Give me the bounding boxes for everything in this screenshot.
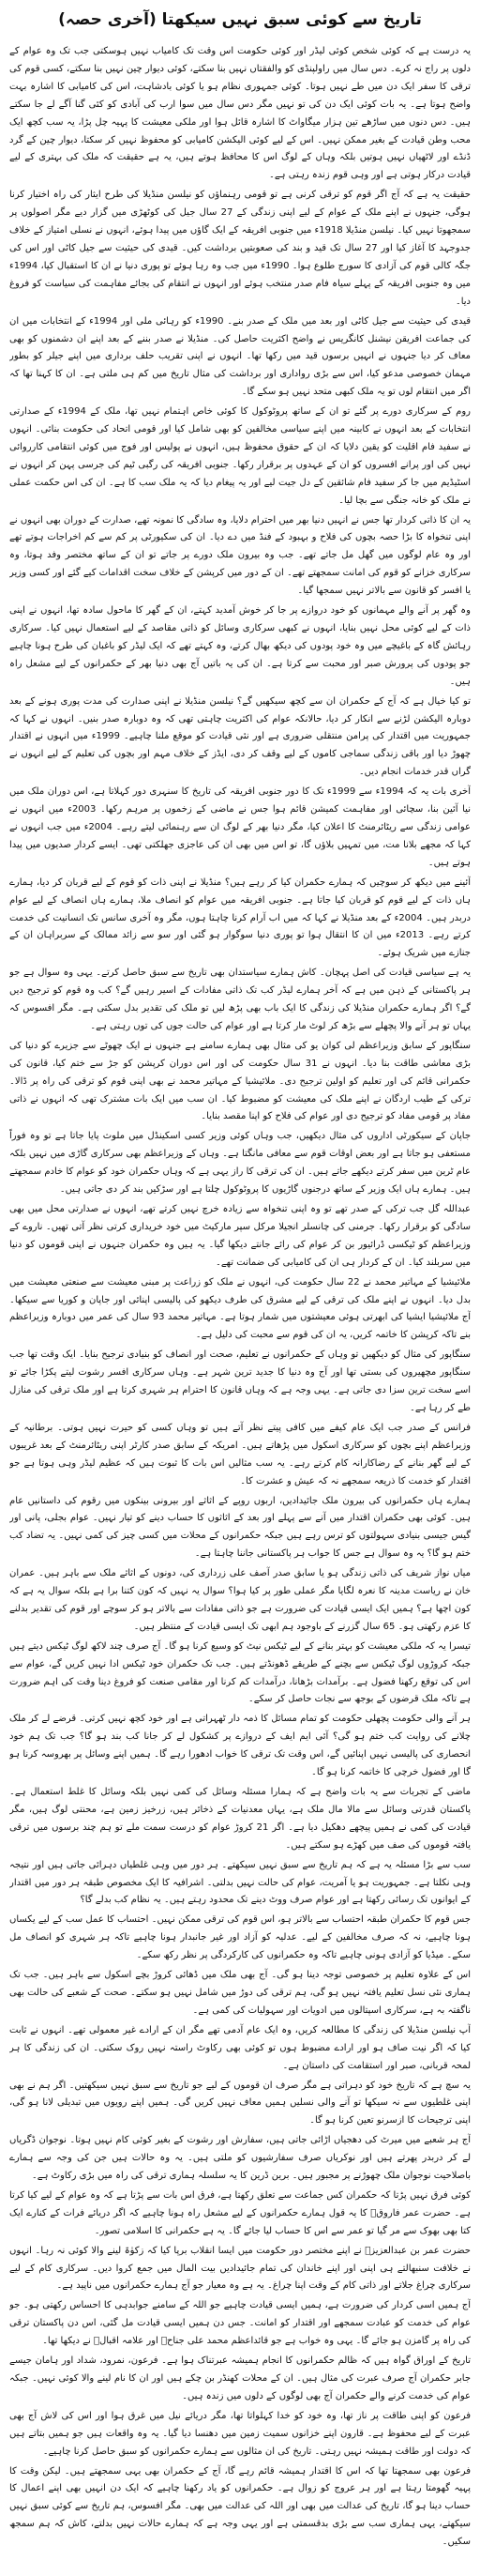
article-paragraph: ملائیشیا کے مہاتیر محمد نے 22 سال حکومت کی، انہوں نے ملک کو زراعت پر مبنی معیشت سے صنعتی معیشت میں بدل دیا۔ انہوں نے اپنے ملک کی ترقی کے لیے مشرق کی طرف دیکھو کی پالیسی اپنائی اور جاپان و کوریا سے سیکھا۔ آج ملائیشیا ایشیا کی ابھرتی ہوئی معیشتوں میں شمار ہوتا ہے۔ مہاتیر محمد 93 سال کی عمر میں دوبارہ وزیراعظم بنے تاکہ کرپشن کا خاتمہ کریں، یہ ان کی قوم سے محبت کی دلیل ہے۔ bbox=[9, 1276, 471, 1341]
article-paragraph: یہ ان کا ذاتی کردار تھا جس نے انہیں دنیا بھر میں احترام دلایا، وہ سادگی کا نمونہ تھے، صدارت کے دوران بھی انہوں نے اپنی تنخواہ کا بڑا حصہ بچوں کی فلاح و بہبود کے فنڈ میں دے دیا۔ ان کی سکیورٹی پر کم سے کم اخراجات ہوتے تھے اور وہ عام لوگوں میں گھل مل جاتے تھے۔ جب وہ بیرون ملک دورے پر جاتے تو ان کے ساتھ مختصر وفد ہوتا، وہ سرکاری خزانے کو قوم کی امانت سمجھتے تھے۔ ان کے دور میں کرپشن کے خلاف سخت اقدامات کیے گئے اور کسی وزیر یا افسر کو قانون سے بالاتر نہیں سمجھا گیا۔ bbox=[9, 514, 471, 597]
article-paragraph: فرعون بھی سمجھتا تھا کہ اس کا اقتدار ہمیشہ قائم رہے گا، آج کے حکمران بھی یہی سمجھتے ہیں۔ لیکن وقت کا پہیہ گھومتا رہتا ہے اور ہر عروج کو زوال ہے۔ حکمرانوں کو یاد رکھنا چاہیے کہ ایک دن انہیں بھی اپنے اعمال کا حساب دینا ہو گا، تاریخ کی عدالت میں بھی اور اللہ کی عدالت میں بھی۔ مگر افسوس، ہم تاریخ سے کوئی سبق نہیں سیکھتے، یہی ہماری سب سے بڑی بدقسمتی ہے اور یہی وجہ ہے کہ ہمارے حالات نہیں بدلتے، کاش کہ ہم سمجھ سکیں۔ bbox=[9, 2465, 471, 2548]
article-paragraph: حضرت عمر بن عبدالعزیزؒ نے اپنے مختصر دور حکومت میں ایسا انقلاب برپا کیا کہ زکوٰۃ لینے والا کوئی نہ رہا۔ انہوں نے خلافت سنبھالتے ہی اپنی اور اپنے خاندان کی تمام جائیدادیں بیت المال میں جمع کروا دیں۔ سرکاری کام کے لیے سرکاری چراغ جلاتے اور ذاتی کام کے وقت اپنا چراغ۔ یہ ہے وہ معیار جو آج ہمارے حکمرانوں میں ناپید ہے۔ bbox=[9, 2245, 471, 2292]
article-paragraph: آپ نیلسن منڈیلا کی زندگی کا مطالعہ کریں، وہ ایک عام آدمی تھے مگر ان کے ارادے غیر معمولی تھے۔ انہوں نے ثابت کیا کہ اگر نیت صاف ہو اور ارادے مضبوط ہوں تو کوئی بھی رکاوٹ راستہ نہیں روک سکتی۔ ان کی زندگی کا ہر لمحہ قربانی، صبر اور استقامت کی داستان ہے۔ bbox=[9, 2024, 471, 2071]
article-paragraph: آخری بات یہ کہ 1994ء سے 1999ء تک کا دور جنوبی افریقہ کی تاریخ کا سنہری دور کہلاتا ہے، اس دوران ملک میں نیا آئین بنا، سچائی اور مفاہمت کمیشن قائم ہوا جس نے ماضی کے زخموں پر مرہم رکھا۔ 2003ء میں انہوں نے عوامی زندگی سے ریٹائرمنٹ کا اعلان کیا، مگر دنیا بھر کے لوگ ان سے رہنمائی لیتے رہے۔ 2004ء میں جب انہوں نے کہا کہ مجھے بلانا مت، میں تمہیں بلاؤں گا، تو اس میں بھی ان کی عاجزی جھلکتی تھی۔ ایسے کردار صدیوں میں پیدا ہوتے ہیں۔ bbox=[9, 786, 471, 868]
article-paragraph: وہ گھر پر آنے والے مہمانوں کو خود دروازے پر جا کر خوش آمدید کہتے، ان کے گھر کا ماحول سادہ تھا، انہوں نے اپنی ذات کے لیے کوئی محل نہیں بنایا، انہوں نے کبھی سرکاری وسائل کو ذاتی مقاصد کے لیے استعمال نہیں کیا۔ سرکاری رہائش گاہ کے باغیچے میں وہ خود پودوں کی دیکھ بھال کرتے، وہ کہتے تھے کہ ایک لیڈر کو باغبان کی طرح ہونا چاہیے جو پودوں کی پرورش صبر اور محبت سے کرتا ہے۔ ان کی یہ باتیں آج بھی دنیا بھر کے حکمرانوں کے لیے مشعل راہ ہیں۔ bbox=[9, 605, 471, 687]
article-paragraph: آج ہمیں اسی کردار کی ضرورت ہے، ہمیں ایسی قیادت چاہیے جو اللہ کے سامنے جوابدہی کا احساس رکھتی ہو۔ جو عوام کی خدمت کو عبادت سمجھے اور اقتدار کو امانت۔ جس دن ہمیں ایسی قیادت مل گئی، اس دن پاکستان ترقی کی راہ پر گامزن ہو جائے گا۔ یہی وہ خواب ہے جو قائداعظم محمد علی جناحؒ اور علامہ اقبالؒ نے دیکھا تھا۔ bbox=[9, 2300, 471, 2347]
article-paragraph: اس کے علاوہ تعلیم پر خصوصی توجہ دینا ہو گی۔ آج بھی ملک میں ڈھائی کروڑ بچے اسکول سے باہر ہیں۔ جب تک ہماری نئی نسل تعلیم یافتہ نہیں ہو گی، ہم ترقی کی دوڑ میں شامل نہیں ہو سکتے۔ صحت کے شعبے کی حالت بھی ناگفتہ بہ ہے، سرکاری اسپتالوں میں ادویات اور سہولیات کی کمی ہے۔ bbox=[9, 1970, 471, 2016]
article-paragraph: سب سے بڑا مسئلہ یہ ہے کہ ہم تاریخ سے سبق نہیں سیکھتے۔ ہر دور میں وہی غلطیاں دہرائی جاتی ہیں اور نتیجہ وہی نکلتا ہے۔ جمہوریت ہو یا آمریت، عوام کی حالت نہیں بدلتی۔ اشرافیہ کا ایک مخصوص طبقہ ہر دور میں اقتدار کے ایوانوں تک رسائی رکھتا ہے اور عوام صرف ووٹ دینے تک محدود رہتے ہیں۔ یہ نظام کب بدلے گا؟ bbox=[9, 1859, 471, 1906]
article-paragraph: تاریخ کے اوراق گواہ ہیں کہ ظالم حکمرانوں کا انجام ہمیشہ عبرتناک ہوا ہے۔ فرعون، نمرود، شداد اور ہامان جیسے جابر حکمران آج صرف عبرت کی مثال ہیں۔ ان کے محلات کھنڈر بن چکے ہیں اور ان کا نام لینے والا کوئی نہیں۔ جبکہ عوام کی خدمت کرنے والے حکمران آج بھی لوگوں کے دلوں میں زندہ ہیں۔ bbox=[9, 2355, 471, 2401]
article-paragraph: جاپان کے سیکورٹی اداروں کی مثال دیکھیں، جب وہاں کوئی وزیر کسی اسکینڈل میں ملوث پایا جاتا ہے تو وہ فوراً مستعفی ہو جاتا ہے اور بعض اوقات قوم سے معافی مانگتا ہے۔ وہاں کے وزیراعظم بھی سرکاری گاڑی میں نہیں بلکہ عام ٹرین میں سفر کرتے دیکھے جاتے ہیں۔ ان کی ترقی کا راز یہی ہے کہ وہاں حکمران خود کو عوام کا خادم سمجھتے ہیں۔ ہمارے ہاں ایک وزیر کے ساتھ درجنوں گاڑیوں کا پروٹوکول چلتا ہے اور سڑکیں بند کر دی جاتی ہیں۔ bbox=[9, 1131, 471, 1196]
article-paragraph: میاں نواز شریف کی ذاتی زندگی ہو یا سابق صدر آصف علی زرداری کی، دونوں کے اثاثے ملک سے باہر ہیں۔ عمران خان نے ریاست مدینہ کا نعرہ لگایا مگر عملی طور پر کیا ہوا؟ سوال یہ نہیں کہ کون کتنا برا ہے بلکہ سوال یہ ہے کہ کون اچھا ہے؟ ہمیں ایک ایسی قیادت کی ضرورت ہے جو ذاتی مفادات سے بالاتر ہو کر سوچے اور قوم کی تقدیر بدلنے کا عزم رکھتی ہو۔ 65 سال گزرنے کے باوجود ہم ابھی تک ایسی قیادت کے منتظر ہیں۔ bbox=[9, 1568, 471, 1632]
article-body bbox=[9, 43, 471, 2568]
article-headline: تاریخ سے کوئی سبق نہیں سیکھتا (آخری حصہ) bbox=[58, 10, 422, 29]
article-paragraph: تو کیا خیال ہے کہ آج کے حکمران ان سے کچھ سیکھیں گے؟ نیلسن منڈیلا نے اپنی صدارت کی مدت پوری ہونے کے بعد دوبارہ الیکشن لڑنے سے انکار کر دیا، حالانکہ عوام کی اکثریت چاہتی تھی کہ وہ دوبارہ صدر بنیں۔ انہوں نے کہا کہ جمہوریت میں اقتدار کی پرامن منتقلی ضروری ہے اور نئی قیادت کو موقع ملنا چاہیے۔ 1999ء میں انہوں نے اقتدار چھوڑ دیا اور باقی زندگی سماجی کاموں کے لیے وقف کر دی، ایڈز کے خلاف مہم اور بچوں کی تعلیم کے لیے انہوں نے گراں قدر خدمات انجام دیں۔ bbox=[9, 695, 471, 778]
article-paragraph: سنگاپور کے سابق وزیراعظم لی کوان یو کی مثال بھی ہمارے سامنے ہے جنہوں نے ایک چھوٹے سے جزیرے کو دنیا کی بڑی معاشی طاقت بنا دیا۔ انہوں نے 31 سال حکومت کی اور اس دوران کرپشن کو جڑ سے ختم کیا، قانون کی حکمرانی قائم کی اور تعلیم کو اولین ترجیح دی۔ ملائیشیا کے مہاتیر محمد نے بھی اپنی قوم کو ترقی کی راہ پر ڈالا۔ ترکی کے طیب اردگان نے اپنے ملک کی معیشت کو مضبوط کیا۔ ان سب میں ایک بات مشترک تھی کہ انہوں نے ذاتی مفاد پر قومی مفاد کو ترجیح دی اور عوام کی فلاح کو اپنا مقصد بنایا۔ bbox=[9, 1040, 471, 1122]
article-paragraph: تیسرا یہ کہ ملکی معیشت کو بہتر بنانے کے لیے ٹیکس نیٹ کو وسیع کرنا ہو گا۔ آج صرف چند لاکھ لوگ ٹیکس دیتے ہیں جبکہ کروڑوں لوگ ٹیکس سے بچنے کے طریقے ڈھونڈتے ہیں۔ جب تک حکمران خود ٹیکس ادا نہیں کریں گے، عوام سے اس کی توقع رکھنا فضول ہے۔ برآمدات بڑھانا، درآمدات کم کرنا اور مقامی صنعت کو فروغ دینا وقت کی اہم ضرورت ہے تاکہ ملک قرضوں کے بوجھ سے نجات حاصل کر سکے۔ bbox=[9, 1640, 471, 1705]
article-paragraph: یہ ہے سیاسی قیادت کی اصل پہچان۔ کاش ہمارے سیاستدان بھی تاریخ سے سبق حاصل کرتے۔ یہی وہ سوال ہے جو ہر پاکستانی کے ذہن میں ہے کہ آخر ہمارے لیڈر کب تک ذاتی مفادات کے اسیر رہیں گے؟ کب وہ قوم کو ترجیح دیں گے؟ اگر ہمارے حکمران منڈیلا کی زندگی کا ایک باب بھی پڑھ لیں تو ملک کی تقدیر بدل سکتی ہے۔ مگر افسوس کہ یہاں تو ہر آنے والا پچھلے سے بڑھ کر لوٹ مار کرتا ہے اور عوام کی حالت جوں کی توں رہتی ہے۔ bbox=[9, 968, 471, 1031]
article-paragraph: حقیقت یہ ہے کہ آج اگر قوم کو ترقی کرنی ہے تو قومی رہنماؤں کو نیلسن منڈیلا کی طرح ایثار کی راہ اختیار کرنا ہوگی، جنہوں نے اپنے ملک کے عوام کے لیے اپنی زندگی کے 27 سال جیل کی کوٹھڑی میں گزار دیے مگر اصولوں پر سمجھوتا نہیں کیا۔ نیلسن منڈیلا 1918ء میں جنوبی افریقہ کے ایک گاؤں میں پیدا ہوئے، انہوں نے نسلی امتیاز کے خلاف جدوجہد کا آغاز کیا اور 27 سال تک قید و بند کی صعوبتیں برداشت کیں۔ قیدی کی حیثیت سے جیل کاٹی اور اس کی جگہ کالی قوم کی آزادی کا سورج طلوع ہوا۔ 1990ء میں جب وہ رہا ہوئے تو پوری دنیا نے ان کا استقبال کیا، 1994ء میں وہ جنوبی افریقہ کے پہلے سیاہ فام صدر منتخب ہوئے اور انہوں نے انتقام کی بجائے مفاہمت کی سیاست کو فروغ دیا۔ bbox=[9, 190, 471, 307]
article-paragraph: آج ہر شعبے میں میرٹ کی دھجیاں اڑائی جاتی ہیں، سفارش اور رشوت کے بغیر کوئی کام نہیں ہوتا۔ نوجوان ڈگریاں لے کر دربدر پھرتے ہیں اور نوکریاں صرف سفارشیوں کو ملتی ہیں۔ یہ وہ حالات ہیں جن کی وجہ سے ہمارے باصلاحیت نوجوان ملک چھوڑنے پر مجبور ہیں۔ برین ڈرین کا یہ سلسلہ ہماری ترقی کی راہ میں بڑی رکاوٹ ہے۔ bbox=[9, 2135, 471, 2182]
article-paragraph: ہمارے ہاں حکمرانوں کی بیرون ملک جائیدادیں، اربوں روپے کے اثاثے اور بیرونی بینکوں میں رقوم کی داستانیں عام ہیں۔ کوئی بھی حکمران اقتدار میں آنے سے پہلے اور بعد کے اثاثوں کا حساب دینے کو تیار نہیں۔ عوام بجلی، پانی اور گیس جیسی بنیادی سہولتوں کو ترس رہے ہیں جبکہ حکمرانوں کے محلات میں کسی چیز کی کمی نہیں۔ یہ تضاد کب ختم ہو گا؟ یہ وہ سوال ہے جس کا جواب ہر پاکستانی جاننا چاہتا ہے۔ bbox=[9, 1495, 471, 1560]
article-paragraph: قیدی کی حیثیت سے جیل کاٹی اور بعد میں ملک کے صدر بنے۔ 1990ء کو رہائی ملی اور 1994ء کے انتخابات میں ان کی جماعت افریقن نیشنل کانگریس نے واضح اکثریت حاصل کی۔ منڈیلا نے صدر بننے کے بعد اپنے ان دشمنوں کو بھی معاف کر دیا جنہوں نے انہیں برسوں قید میں رکھا تھا۔ انہوں نے اپنی تقریب حلف برداری میں اپنے جیلر کو بطور مہمان خصوصی مدعو کیا، اس سے بڑی رواداری اور برداشت کی مثال تاریخ میں کم ہی ملتی ہے۔ ان کا کہنا تھا کہ اگر میں انتقام لوں تو یہ ملک کبھی متحد نہیں ہو سکے گا۔ bbox=[9, 315, 471, 398]
article-paragraph: سنگاپور کی مثال کو دیکھیں تو وہاں کے حکمرانوں نے تعلیم، صحت اور انصاف کو بنیادی ترجیح بنایا۔ ایک وقت تھا جب سنگاپور مچھیروں کی بستی تھا اور آج وہ دنیا کا جدید ترین شہر ہے۔ وہاں سرکاری افسر رشوت لیتے پکڑا جائے تو اسے سخت ترین سزا دی جاتی ہے۔ یہی وجہ ہے کہ وہاں قانون کا احترام ہر شہری کرتا ہے اور ملک ترقی کی منازل طے کر رہا ہے۔ bbox=[9, 1349, 471, 1413]
article-paragraph: ماضی کے تجربات سے یہ بات واضح ہے کہ ہمارا مسئلہ وسائل کی کمی نہیں بلکہ وسائل کا غلط استعمال ہے۔ پاکستان قدرتی وسائل سے مالا مال ملک ہے، یہاں معدنیات کے ذخائر ہیں، زرخیز زمین ہے، محنتی لوگ ہیں، مگر قیادت کی کمی نے ہمیں پیچھے دھکیل دیا ہے۔ اگر 21 کروڑ عوام کو درست سمت ملے تو ہم چند برسوں میں ترقی یافتہ قوموں کی صف میں کھڑے ہو سکتے ہیں۔ bbox=[9, 1787, 471, 1851]
article-paragraph: ہر آنے والی حکومت پچھلی حکومت کو تمام مسائل کا ذمہ دار ٹھہراتی ہے اور خود کچھ نہیں کرتی۔ قرضے لے کر ملک چلانے کی روایت کب ختم ہو گی؟ آئی ایم ایف کے دروازے پر کشکول لے کر جانا کب بند ہو گا؟ جب تک ہم خود انحصاری کی پالیسی نہیں اپنائیں گے، اس وقت تک ترقی کا خواب ادھورا رہے گا۔ ہمیں اپنے وسائل پر بھروسہ کرنا ہو گا اور فضول خرچی کا خاتمہ کرنا ہو گا۔ bbox=[9, 1714, 471, 1778]
article-paragraph: یہ درست ہے کہ کوئی شخص کوئی لیڈر اور کوئی حکومت اس وقت تک کامیاب نہیں ہوسکتی جب تک وہ عوام کے دلوں پر راج نہ کرے۔ دس سال میں راولپنڈی کو والفقتاں نہیں بنا سکتے، کوئی دیوار چین نہیں بنا سکتے، کسی قوم کی ترقی کا سفر ایک دن میں طے نہیں ہوتا۔ کوئی جمہوری نظام ہو یا کوئی بادشاہت، اس کی کامیابی کا اشارہ بہت واضح ہوتا ہے۔ یہ بات کوئی ایک دن کی تو نہیں مگر دس سال میں سوا ارب کی آبادی کو کئی گنا آگے لے جا سکتے ہیں۔ دس دنوں میں ساڑھے تین ہزار میگاواٹ کا اشارہ قائل ہوا اور ملکی معیشت کا پہیہ چل پڑا، یہ سب کچھ ایک محب وطن قیادت کے بغیر ممکن نہیں۔ اس کے لیے کوئی الیکشن کامیابی کو محفوظ نہیں کر سکتا، دیوار چین کے گرد ڈنڈے اور لاٹھیاں نہیں ہوتیں بلکہ وہاں کے لوگ اس کا محافظ ہوتے ہیں، یہ ہے حقیقت کہ ملک کی بہتری کے لیے قیادت درکار ہوتی ہے اور وہی قوم زندہ رہتی ہے۔ bbox=[9, 46, 471, 181]
article-paragraph: کوئی فرق نہیں پڑتا کہ حکمران کس جماعت سے تعلق رکھتا ہے، فرق اس بات سے پڑتا ہے کہ وہ عوام کے لیے کیا کرتا ہے۔ حضرت عمر فاروقؓ کا یہ قول ہمارے حکمرانوں کے لیے مشعل راہ ہونا چاہیے کہ اگر دریائے فرات کے کنارے ایک کتا بھی بھوک سے مر گیا تو عمر سے اس کا حساب لیا جائے گا۔ یہ ہے حکمرانی کا اسلامی تصور۔ bbox=[9, 2189, 471, 2236]
article-paragraph: یہ سچ ہے کہ تاریخ خود کو دہراتی ہے مگر صرف ان قوموں کے لیے جو تاریخ سے سبق نہیں سیکھتیں۔ اگر ہم نے بھی اپنی غلطیوں سے نہ سیکھا تو آنے والی نسلیں ہمیں معاف نہیں کریں گی۔ ہمیں اپنے رویوں میں تبدیلی لانا ہو گی، اپنی ترجیحات کا ازسرنو تعین کرنا ہو گا۔ bbox=[9, 2080, 471, 2126]
article-paragraph: فرانس کے صدر جب ایک عام کیفے میں کافی پیتے نظر آتے ہیں تو وہاں کسی کو حیرت نہیں ہوتی۔ برطانیہ کے وزیراعظم اپنے بچوں کو سرکاری اسکول میں پڑھاتے ہیں۔ امریکہ کے سابق صدر کارٹر اپنی ریٹائرمنٹ کے بعد غریبوں کے لیے گھر بنانے کے رضاکارانہ کام کرتے رہے۔ یہ سب مثالیں اس بات کا ثبوت ہیں کہ عظیم لیڈر وہی ہوتا ہے جو اقتدار کو خدمت کا ذریعہ سمجھے نہ کہ عیش و عشرت کا۔ bbox=[9, 1422, 471, 1486]
article-paragraph: روم کے سرکاری دورے پر گئے تو ان کے ساتھ پروٹوکول کا کوئی خاص اہتمام نہیں تھا، ملک کے 1994ء کے صدارتی انتخابات کے بعد انہوں نے کابینہ میں اپنے سیاسی مخالفین کو بھی شامل کیا اور قومی اتحاد کی حکومت بنائی۔ انہوں نے سفید فام اقلیت کو یقین دلایا کہ ان کے حقوق محفوظ ہیں، انہوں نے پولیس اور فوج میں کوئی انتقامی کارروائی نہیں کی اور پرانے افسروں کو ان کے عہدوں پر برقرار رکھا۔ جنوبی افریقہ کی رگبی ٹیم کی جرسی پہن کر انہوں نے اسٹیڈیم میں جا کر سفید فام شائقین کے دل جیت لیے اور یہ پیغام دیا کہ یہ ملک سب کا ہے۔ ان کی اس حکمت عملی نے ملک کو خانہ جنگی سے بچا لیا۔ bbox=[9, 406, 471, 506]
article-paragraph: عبداللہ گل جب ترکی کے صدر تھے تو وہ اپنی تنخواہ سے زیادہ خرچ نہیں کرتے تھے، انہوں نے صدارتی محل میں بھی سادگی کو برقرار رکھا۔ جرمنی کی چانسلر انجیلا مرکل سپر مارکیٹ میں خود خریداری کرتی نظر آتی تھیں۔ ناروے کے وزیراعظم کو ٹیکسی ڈرائیور بن کر عوام کی رائے جانتے دیکھا گیا۔ یہ ہیں وہ حکمران جنہوں نے اپنی قوموں کو دنیا میں سربلند کیا۔ ان کے کردار ہی ان کی کامیابی کی ضمانت تھے۔ bbox=[9, 1204, 471, 1268]
article-paragraph: فرعون کو اپنی طاقت پر ناز تھا، وہ خود کو خدا کہلواتا تھا، مگر دریائے نیل میں غرق ہوا اور اس کی لاش آج بھی عبرت کے لیے محفوظ ہے۔ قارون اپنے خزانوں سمیت زمین میں دھنسا دیا گیا۔ یہ وہ واقعات ہیں جو ہمیں بتاتے ہیں کہ دولت اور طاقت ہمیشہ نہیں رہتی۔ تاریخ کی ان مثالوں سے ہمارے حکمرانوں کو سبق حاصل کرنا چاہیے۔ bbox=[9, 2410, 471, 2457]
article-paragraph: آئینے میں دیکھ کر سوچیں کہ ہمارے حکمران کیا کر رہے ہیں؟ منڈیلا نے اپنی ذات کو قوم کے لیے قربان کر دیا، ہمارے ہاں ذات کے لیے قوم کو قربان کیا جاتا ہے۔ جنوبی افریقہ میں عوام کو انصاف ملا، ہمارے ہاں انصاف کے لیے عوام دربدر ہیں۔ 2004ء کے بعد منڈیلا نے کہا کہ میں اب آرام کرنا چاہتا ہوں، مگر وہ آخری سانس تک انسانیت کی خدمت کرتے رہے۔ 2013ء میں ان کا انتقال ہوا تو پوری دنیا سوگوار ہو گئی اور سو سے زائد ممالک کے سربراہان ان کے جنازے میں شریک ہوئے۔ bbox=[9, 876, 471, 959]
article-paragraph: جس قوم کا حکمران طبقہ احتساب سے بالاتر ہو، اس قوم کی ترقی ممکن نہیں۔ احتساب کا عمل سب کے لیے یکساں ہونا چاہیے، نہ کہ صرف مخالفین کے لیے۔ عدلیہ کو آزاد اور غیر جانبدار ہونا چاہیے تاکہ ہر شہری کو انصاف مل سکے۔ میڈیا کو آزادی ہونی چاہیے تاکہ وہ حکمرانوں کی کارکردگی پر نظر رکھ سکے۔ bbox=[9, 1914, 471, 1961]
